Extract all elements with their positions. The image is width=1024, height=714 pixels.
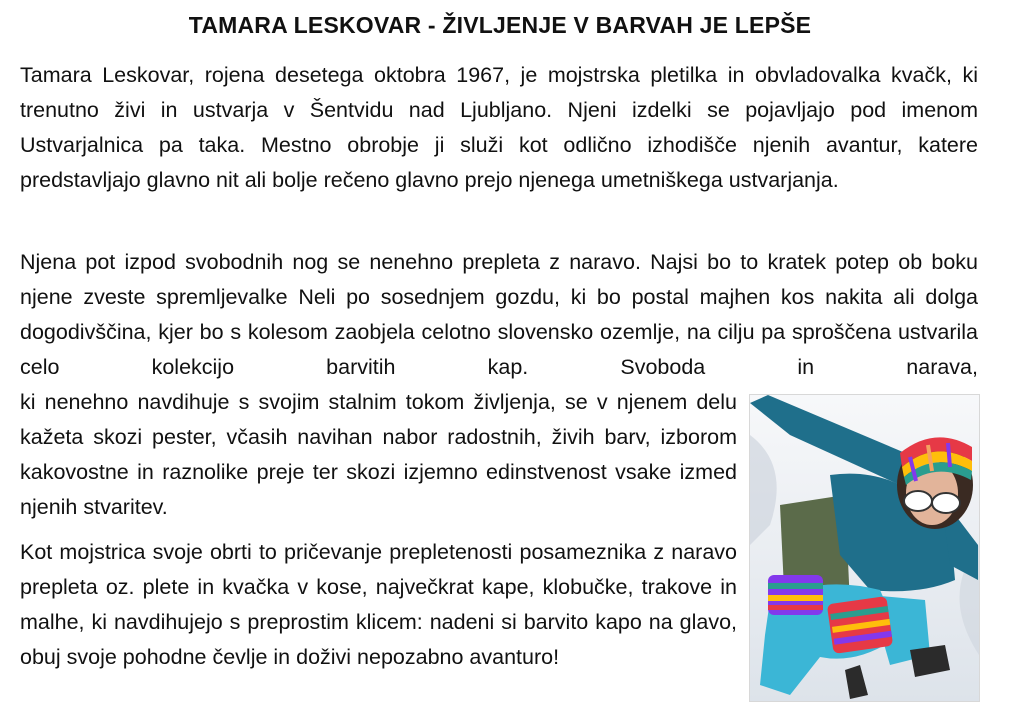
paragraph-intro: Tamara Leskovar, rojena desetega oktobra 1967, je mojstrska pletilka in obvladovalka kvačk, ki trenutno živi in ustvarja v Šentvidu nad Ljubljano. Njeni izdelki se pojavljajo pod imenom Ustvarjalnica pa taka. Mestno obrobje ji služi kot odlično izhodišče njenih avantur, katere predstavljajo glavno nit ali bolje rečeno glavno prejo njenega umetniškega ustvarjanja. bbox=[20, 63, 978, 192]
page-title: TAMARA LESKOVAR - ŽIVLJENJE V BARVAH JE LEPŠE bbox=[188, 12, 812, 38]
striped-pouch-left bbox=[768, 575, 823, 615]
paragraph-nature-wrap: ki nenehno navdihuje s svojim stalnim tokom življenja, se v njenem delu kažeta skozi pester, včasih navihan nabor radostnih, živih barv, izborom kakovostne in raznolike preje ter skozi izjemno edinstvenost vsake izmed njenih stvaritev. bbox=[20, 390, 737, 519]
portrait-illustration bbox=[750, 395, 979, 701]
paragraph-craft: Kot mojstrica svoje obrti to pričevanje prepletenosti posameznika z naravo prepleta oz. plete in kvačka v kose, največkrat kape, klobučke, trakove in malhe, ki navdihujejo s preprostim klicem: nadeni si barvito kapo na glavo, obuj svoje pohodne čevlje in doživi nepozabno avanturo! bbox=[20, 540, 737, 669]
portrait-photo bbox=[749, 394, 980, 702]
striped-pouch-right bbox=[827, 596, 893, 654]
paragraph-nature-top: Njena pot izpod svobodnih nog se nenehno prepleta z naravo. Najsi bo to kratek potep ob boku njene zveste spremljevalke Neli po sosednjem gozdu, ki bo postal majhen kos nakita ali dolga dogodivščina, kjer bo s kolesom zaobjela celotno slovensko ozemlje, na cilju pa sproščena ustvarila celo kolekcijo barvitih kap. Svoboda in narava, bbox=[20, 250, 978, 379]
